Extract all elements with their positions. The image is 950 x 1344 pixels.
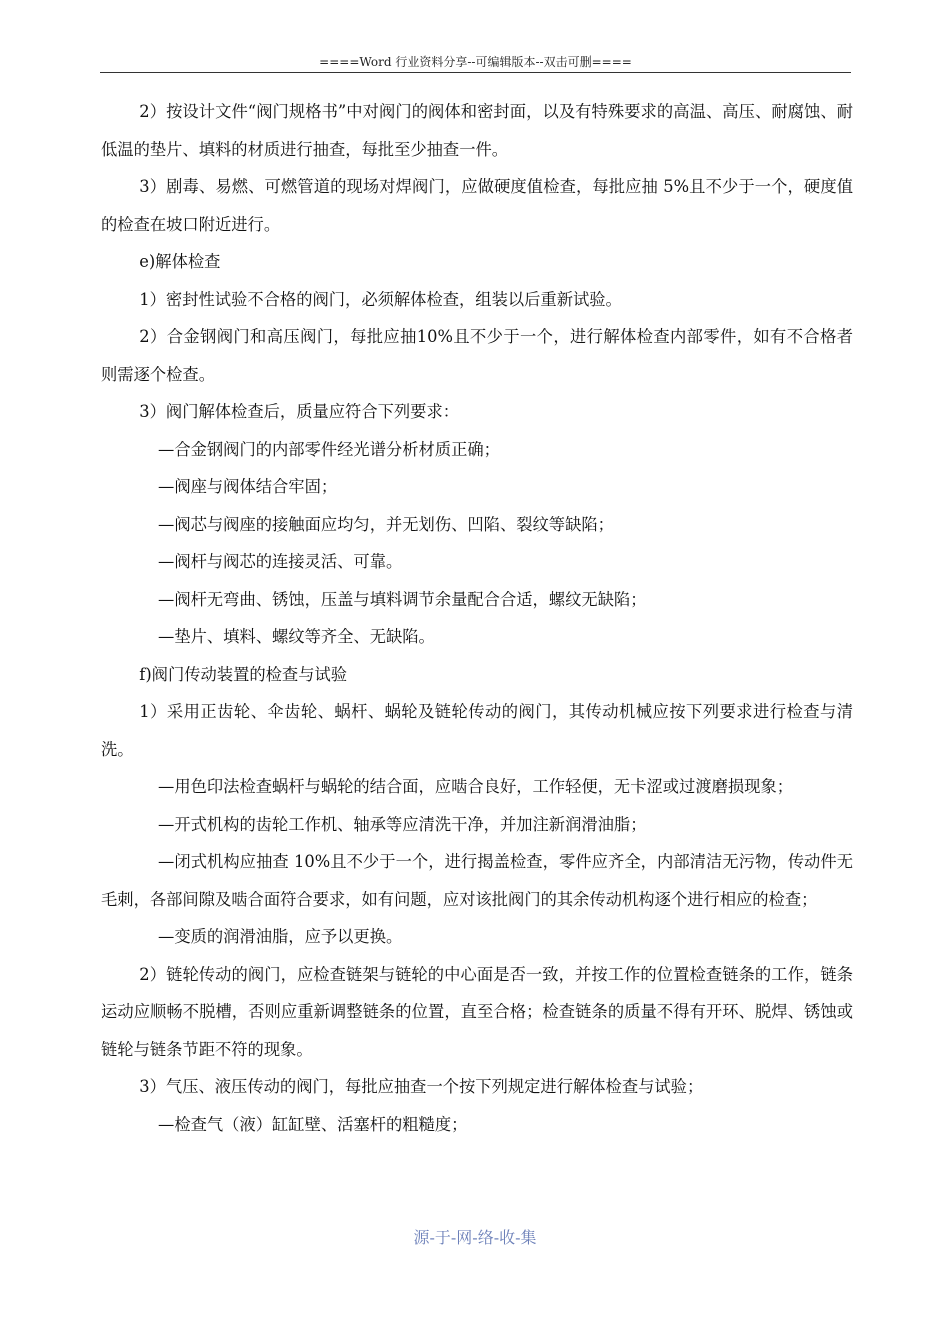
paragraph: 2）按设计文件“阀门规格书”中对阀门的阀体和密封面，以及有特殊要求的高温、高压、耐腐蚀、耐低温的垫片、填料的材质进行抽查，每批至少抽查一件。 (101, 102, 853, 159)
list-item: —检查气（液）缸缸壁、活塞杆的粗糙度； (158, 1114, 468, 1134)
page-footer: 源-于-网-络-收-集 (413, 1228, 537, 1247)
list-item: —变质的润滑油脂，应予以更换。 (158, 927, 403, 946)
page-header: ====Word 行业资料分享--可编辑版本--双击可删==== (319, 55, 632, 69)
paragraph: 1）密封性试验不合格的阀门，必须解体检查，组装以后重新试验。 (139, 289, 622, 309)
paragraph: 1）采用正齿轮、伞齿轮、蜗杆、蜗轮及链轮传动的阀门，其传动机械应按下列要求进行检查与清洗。 (101, 702, 853, 759)
list-item: —阀杆无弯曲、锈蚀，压盖与填料调节余量配合合适，螺纹无缺陷； (158, 589, 647, 609)
paragraph: 2）链轮传动的阀门，应检查链架与链轮的中心面是否一致，并按工作的位置检查链条的工作，链条运动应顺畅不脱槽，否则应重新调整链条的位置，直至合格；检查链条的质量不得有开环、脱焊、锈蚀或链轮与链条节距不符的现象。 (101, 964, 853, 1059)
list-item: —闭式机构应抽查 10%且不少于一个，进行揭盖检查，零件应齐全，内部清洁无污物，传动件无毛刺，各部间隙及啮合面符合要求，如有问题，应对该批阀门的其余传动机构逐个进行相应的检查； (101, 852, 853, 909)
paragraph: 3）剧毒、易燃、可燃管道的现场对焊阀门，应做硬度值检查，每批应抽 5%且不少于一个，硬度值的检查在坡口附近进行。 (101, 177, 853, 234)
paragraph: 2）合金钢阀门和高压阀门，每批应抽10%且不少于一个，进行解体检查内部零件，如有不合格者则需逐个检查。 (101, 327, 853, 384)
paragraph: 3）阀门解体检查后，质量应符合下列要求： (139, 402, 460, 421)
section-heading: f)阀门传动装置的检查与试验 (139, 664, 348, 684)
header-rule (100, 72, 851, 73)
paragraph: 3）气压、液压传动的阀门，每批应抽查一个按下列规定进行解体检查与试验； (139, 1077, 704, 1096)
list-item: —阀杆与阀芯的连接灵活、可靠。 (158, 552, 403, 571)
document-body (101, 93, 853, 1143)
list-item: —阀座与阀体结合牢固； (158, 477, 338, 496)
list-item: —垫片、填料、螺纹等齐全、无缺陷。 (158, 627, 435, 646)
section-heading: e)解体检查 (139, 252, 221, 271)
list-item: —合金钢阀门的内部零件经光谱分析材质正确； (158, 439, 500, 459)
list-item: —开式机构的齿轮工作机、轴承等应清洗干净，并加注新润滑油脂； (158, 814, 647, 834)
list-item: —用色印法检查蜗杆与蜗轮的结合面，应啮合良好，工作轻便，无卡涩或过渡磨损现象； (158, 777, 794, 796)
list-item: —阀芯与阀座的接触面应均匀，并无划伤、凹陷、裂纹等缺陷； (158, 514, 614, 534)
